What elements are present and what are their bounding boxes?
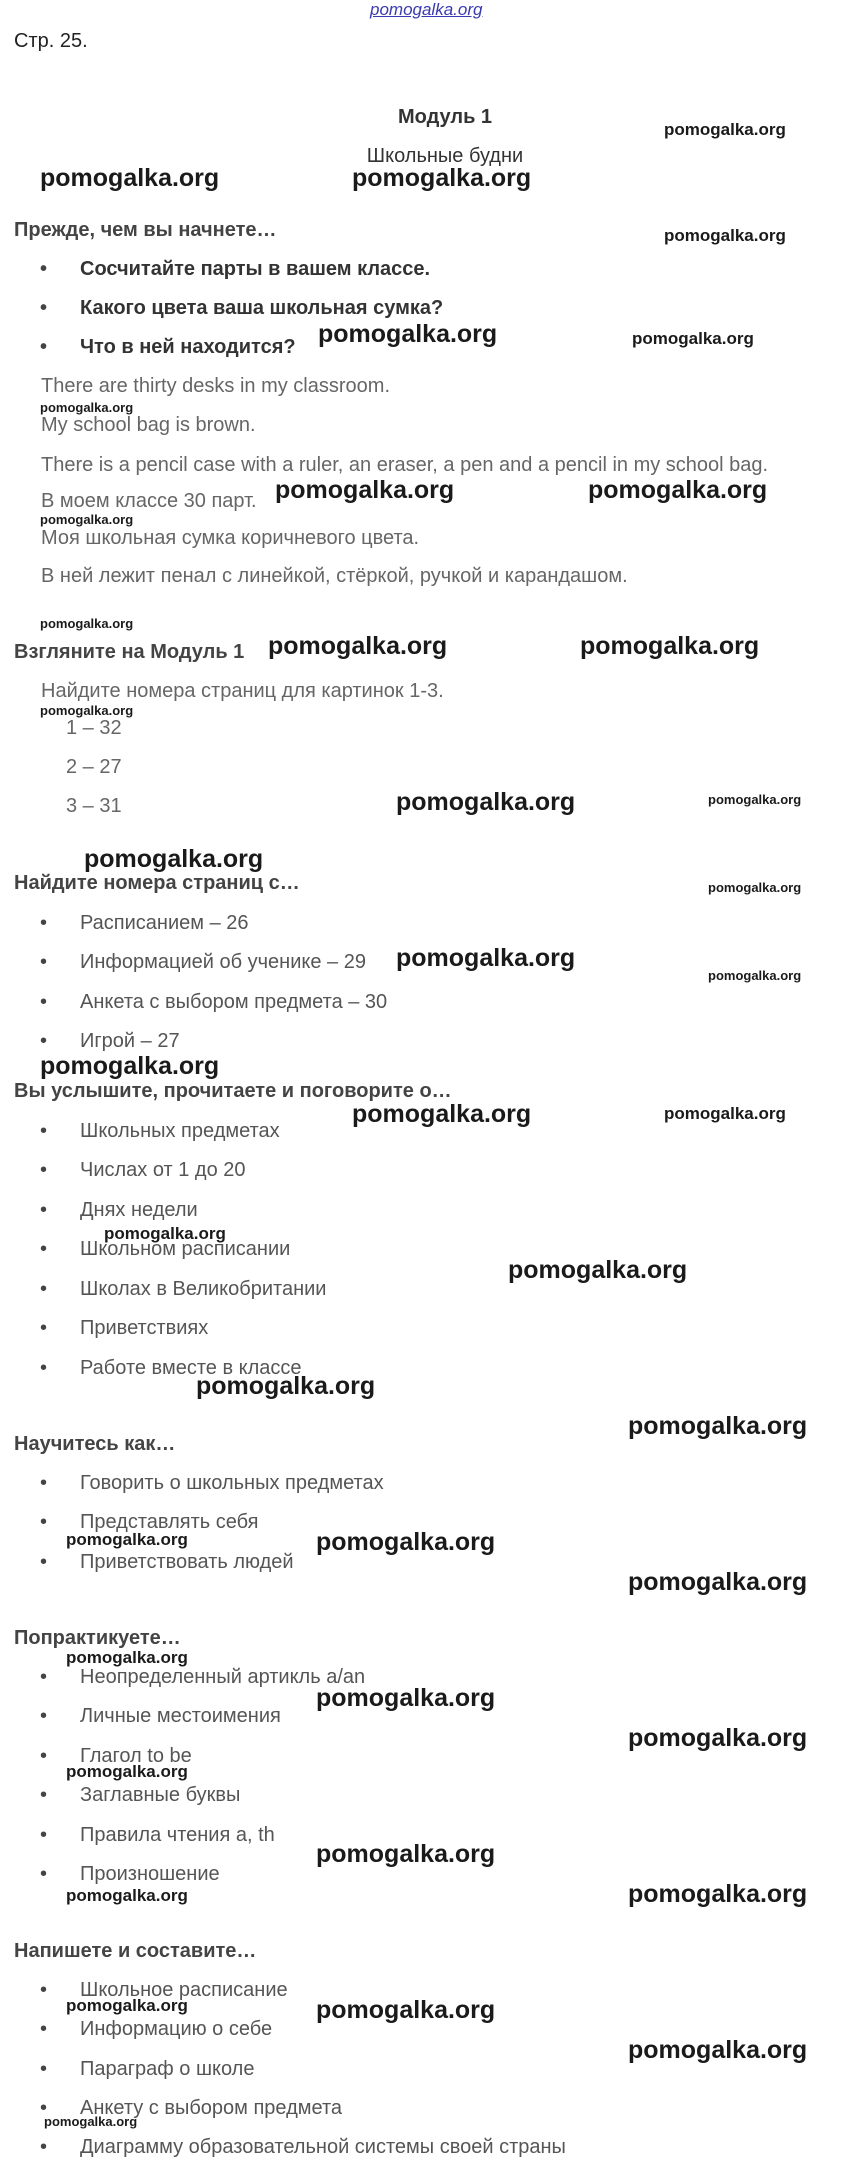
- watermark: pomogalka.org: [352, 164, 532, 192]
- bullet-icon: •: [40, 2097, 48, 2119]
- watermark: pomogalka.org: [352, 1100, 532, 1128]
- watermark: pomogalka.org: [40, 164, 220, 192]
- watermark: pomogalka.org: [316, 1684, 496, 1712]
- list-item: • Школьное расписание: [40, 1979, 288, 2001]
- watermark: pomogalka.org: [316, 1840, 496, 1868]
- text-line: В ней лежит пенал с линейкой, стёркой, ручкой и карандашом.: [41, 565, 628, 587]
- watermark: pomogalka.org: [664, 1104, 786, 1123]
- bullet-icon: •: [40, 1317, 48, 1339]
- text-line: There are thirty desks in my classroom.: [41, 375, 390, 397]
- list-item: • Правила чтения a, th: [40, 1824, 275, 1846]
- watermark: pomogalka.org: [66, 1762, 188, 1781]
- watermark: pomogalka.org: [104, 1224, 226, 1243]
- list-item: • Анкета с выбором предмета – 30: [40, 991, 388, 1013]
- bullet-icon: •: [40, 2136, 48, 2158]
- bullet-icon: •: [40, 1824, 48, 1846]
- list-item: • Что в ней находится?: [40, 336, 296, 358]
- bullet-icon: •: [40, 297, 48, 319]
- list-item: • Расписанием – 26: [40, 912, 249, 934]
- list-item: • Школьных предметах: [40, 1120, 280, 1142]
- section-heading-write: Напишете и составите…: [14, 1940, 257, 1962]
- list-item: • Представлять себя: [40, 1511, 259, 1533]
- section-heading-practice: Попрактикуете…: [14, 1627, 181, 1649]
- list-item: • Игрой – 27: [40, 1030, 180, 1052]
- bullet-icon: •: [40, 912, 48, 934]
- watermark: pomogalka.org: [708, 792, 802, 807]
- bullet-icon: •: [40, 2058, 48, 2080]
- text-line: My school bag is brown.: [41, 414, 256, 436]
- section-heading-before: Прежде, чем вы начнете…: [14, 219, 277, 241]
- watermark: pomogalka.org: [196, 1372, 376, 1400]
- bullet-icon: •: [40, 1784, 48, 1806]
- watermark: pomogalka.org: [708, 968, 802, 983]
- watermark: pomogalka.org: [396, 944, 576, 972]
- watermark: pomogalka.org: [40, 1052, 220, 1080]
- bullet-icon: •: [40, 2018, 48, 2040]
- watermark: pomogalka.org: [628, 1724, 808, 1752]
- list-item: • Произношение: [40, 1863, 220, 1885]
- watermark: pomogalka.org: [40, 512, 134, 527]
- bullet-icon: •: [40, 1666, 48, 1688]
- watermark: pomogalka.org: [580, 632, 760, 660]
- watermark: pomogalka.org: [588, 476, 768, 504]
- module-title: Модуль 1: [397, 106, 493, 128]
- section-heading-look: Взгляните на Модуль 1: [14, 641, 245, 663]
- bullet-icon: •: [40, 1551, 48, 1573]
- watermark: pomogalka.org: [40, 703, 134, 718]
- watermark: pomogalka.org: [664, 226, 786, 245]
- bullet-icon: •: [40, 1705, 48, 1727]
- list-item: • Параграф о школе: [40, 2058, 255, 2080]
- module-subtitle: Школьные будни: [366, 145, 524, 167]
- bullet-icon: •: [40, 1979, 48, 2001]
- answer-item: 3 – 31: [66, 795, 122, 817]
- list-item: • Диаграмму образовательной системы своей страны: [40, 2136, 566, 2158]
- bullet-icon: •: [40, 336, 48, 358]
- bullet-icon: •: [40, 1745, 48, 1767]
- watermark: pomogalka.org: [66, 1886, 188, 1905]
- answer-item: 2 – 27: [66, 756, 122, 778]
- page-number: Стр. 25.: [14, 30, 88, 52]
- bullet-icon: •: [40, 951, 48, 973]
- watermark: pomogalka.org: [628, 1568, 808, 1596]
- list-item: • Заглавные буквы: [40, 1784, 241, 1806]
- watermark: pomogalka.org: [508, 1256, 688, 1284]
- text-line: Моя школьная сумка коричневого цвета.: [41, 527, 420, 549]
- list-item: • Информацию о себе: [40, 2018, 273, 2040]
- list-item: • Школах в Великобритании: [40, 1278, 327, 1300]
- watermark: pomogalka.org: [66, 1648, 188, 1667]
- list-item: • Сосчитайте парты в вашем классе.: [40, 258, 431, 280]
- list-item: • Днях недели: [40, 1199, 198, 1221]
- watermark: pomogalka.org: [396, 788, 576, 816]
- list-item: • Числах от 1 до 20: [40, 1159, 246, 1181]
- bullet-icon: •: [40, 1511, 48, 1533]
- list-item: • Какого цвета ваша школьная сумка?: [40, 297, 444, 319]
- list-item: • Неопределенный артикль a/an: [40, 1666, 366, 1688]
- bullet-icon: •: [40, 258, 48, 280]
- list-item: • Личные местоимения: [40, 1705, 281, 1727]
- watermark: pomogalka.org: [40, 400, 134, 415]
- watermark: pomogalka.org: [66, 1530, 188, 1549]
- list-item: • Приветствиях: [40, 1317, 209, 1339]
- text-line: There is a pencil case with a ruler, an eraser, a pen and a pencil in my school bag.: [41, 454, 769, 476]
- list-item: • Работе вместе в классе: [40, 1357, 302, 1379]
- watermark: pomogalka.org: [708, 880, 802, 895]
- bullet-icon: •: [40, 1159, 48, 1181]
- watermark: pomogalka.org: [66, 1996, 188, 2015]
- watermark: pomogalka.org: [628, 1880, 808, 1908]
- bullet-icon: •: [40, 1278, 48, 1300]
- watermark: pomogalka.org: [628, 2036, 808, 2064]
- bullet-icon: •: [40, 1357, 48, 1379]
- watermark: pomogalka.org: [84, 845, 264, 873]
- watermark: pomogalka.org: [628, 1412, 808, 1440]
- answer-item: 1 – 32: [66, 717, 122, 739]
- text-line: В моем классе 30 парт.: [41, 490, 257, 512]
- watermark: pomogalka.org: [40, 616, 134, 631]
- watermark: pomogalka.org: [44, 2114, 138, 2129]
- bullet-icon: •: [40, 1030, 48, 1052]
- watermark: pomogalka.org: [275, 476, 455, 504]
- list-item: • Говорить о школьных предметах: [40, 1472, 384, 1494]
- section-heading-hear: Вы услышите, прочитаете и поговорите о…: [14, 1080, 452, 1102]
- section-heading-learn: Научитесь как…: [14, 1433, 176, 1455]
- list-item: • Анкету с выбором предмета: [40, 2097, 343, 2119]
- section-heading-find: Найдите номера страниц с…: [14, 872, 300, 894]
- site-link[interactable]: pomogalka.org: [370, 0, 483, 19]
- watermark: pomogalka.org: [632, 329, 754, 348]
- list-item: • Приветствовать людей: [40, 1551, 294, 1573]
- watermark: pomogalka.org: [316, 1996, 496, 2024]
- watermark: pomogalka.org: [316, 1528, 496, 1556]
- bullet-icon: •: [40, 1120, 48, 1142]
- bullet-icon: •: [40, 1199, 48, 1221]
- list-item: • Школьном расписании: [40, 1238, 291, 1260]
- watermark: pomogalka.org: [268, 632, 448, 660]
- bullet-icon: •: [40, 991, 48, 1013]
- watermark: pomogalka.org: [664, 120, 786, 139]
- watermark: pomogalka.org: [318, 320, 498, 348]
- list-item: • Глагол to be: [40, 1745, 192, 1767]
- list-item: • Информацией об ученике – 29: [40, 951, 366, 973]
- bullet-icon: •: [40, 1863, 48, 1885]
- bullet-icon: •: [40, 1472, 48, 1494]
- instruction: Найдите номера страниц для картинок 1-3.: [41, 680, 444, 702]
- bullet-icon: •: [40, 1238, 48, 1260]
